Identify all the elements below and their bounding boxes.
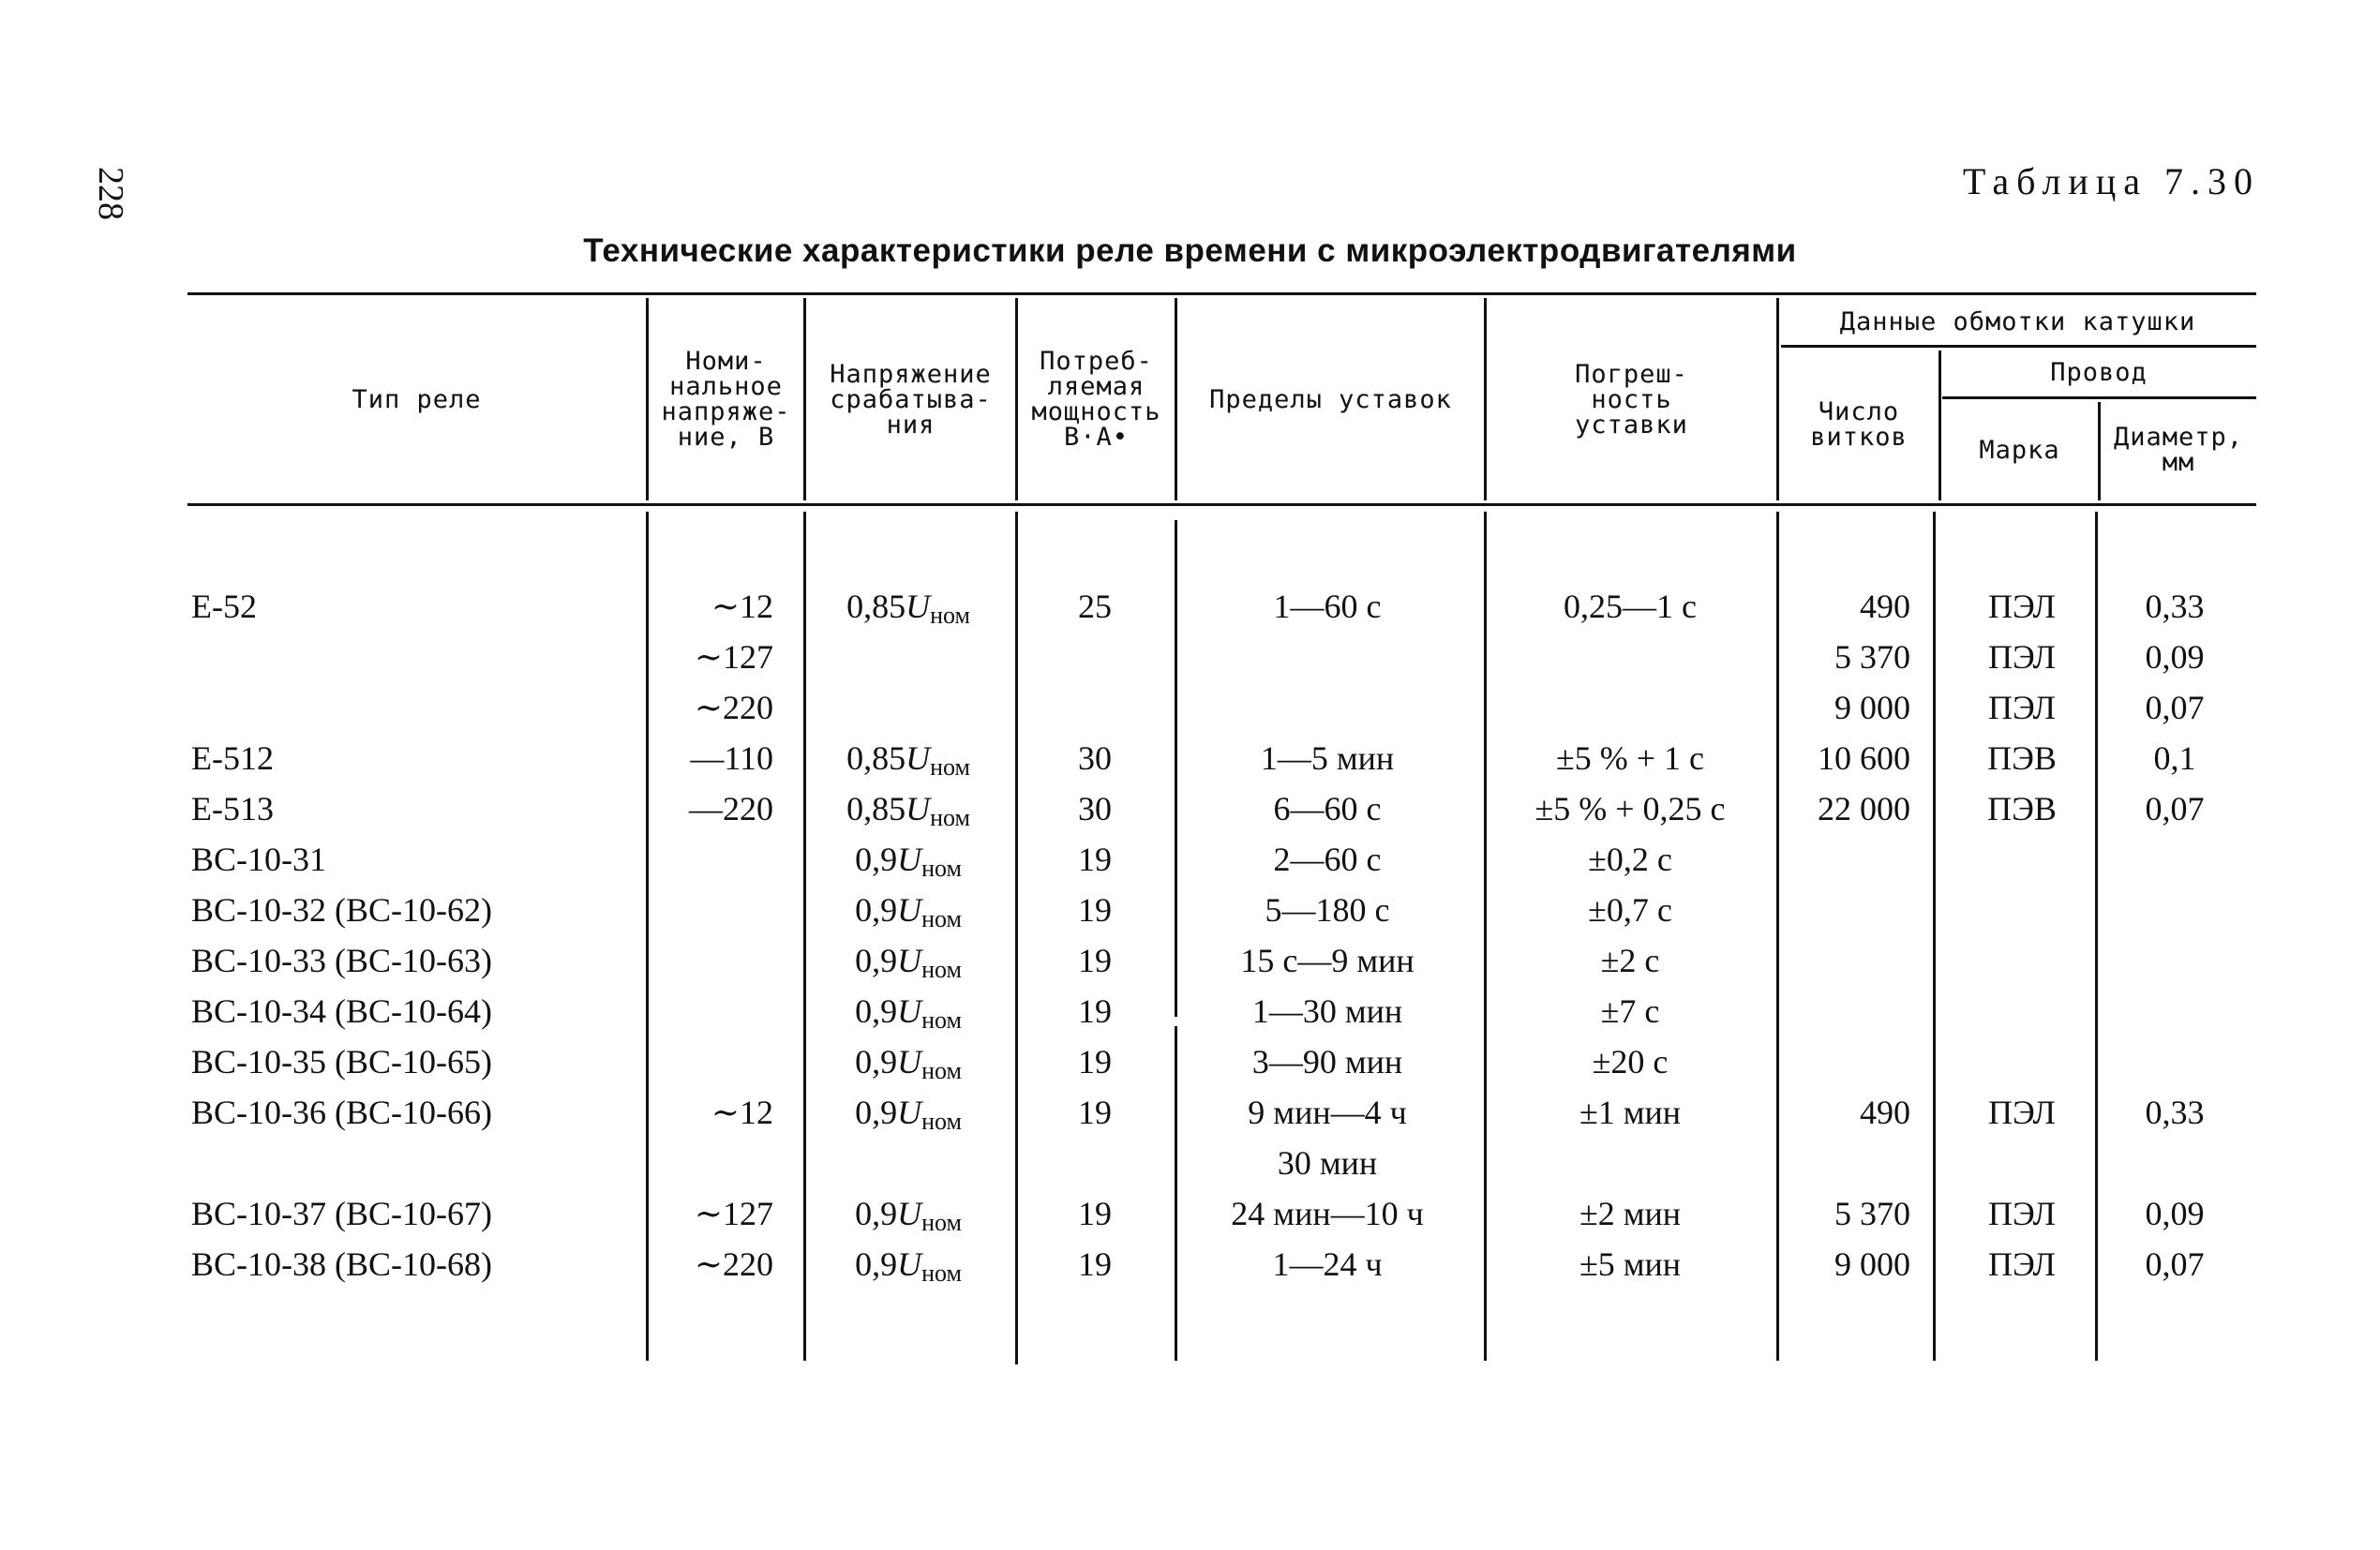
wire-diameter: 0,07	[2145, 689, 2205, 726]
trip-variable: U	[897, 891, 922, 929]
trip-voltage	[804, 785, 1012, 832]
relay-type: ВС-10-34 (ВС-10-64)	[191, 992, 492, 1030]
table-row	[0, 937, 2380, 984]
trip-variable: U	[906, 588, 931, 625]
trip-voltage	[804, 1241, 1012, 1288]
table-row	[0, 785, 2380, 832]
setting-range: 1—24 ч	[1272, 1245, 1383, 1283]
coil-turns: 9 000	[1834, 689, 1910, 726]
relay-type: ВС-10-36 (ВС-10-66)	[191, 1094, 492, 1131]
relay-type: Е-52	[191, 588, 257, 625]
power-consumption: 19	[1078, 1245, 1112, 1283]
relay-type: ВС-10-35 (ВС-10-65)	[191, 1043, 492, 1081]
table-label: Таблица 7.30	[1962, 160, 2260, 202]
power-consumption: 19	[1078, 1094, 1112, 1131]
relay-type: Е-512	[191, 739, 274, 777]
nominal-voltage	[647, 988, 773, 1035]
nominal-voltage	[647, 836, 773, 883]
wire-mark: ПЭВ	[1987, 739, 2057, 777]
setting-error: ±2 мин	[1579, 1195, 1682, 1232]
wire-diameter	[2104, 836, 2245, 883]
trip-variable: U	[897, 1043, 922, 1081]
trip-subscript: ном	[921, 855, 962, 882]
wire-diameter: 0,07	[2145, 790, 2205, 827]
trip-subscript: ном	[930, 602, 970, 629]
header-setting-error: Погреш- ность уставки	[1575, 359, 1688, 440]
wire-mark: ПЭВ	[1987, 790, 2057, 827]
setting-error: ±5 мин	[1579, 1245, 1682, 1283]
trip-coefficient: 0,9	[855, 1094, 898, 1131]
trip-coefficient: 0,85	[846, 790, 906, 827]
nominal-voltage	[647, 1140, 773, 1186]
trip-voltage	[804, 1190, 1012, 1237]
wire-diameter: 0,09	[2145, 1195, 2205, 1232]
power-consumption	[1020, 1140, 1170, 1186]
trip-voltage	[804, 836, 1012, 883]
setting-range: 1—5 мин	[1260, 739, 1395, 777]
trip-coefficient: 0,9	[855, 1195, 898, 1232]
trip-subscript: ном	[921, 1108, 962, 1135]
trip-subscript: ном	[921, 1209, 962, 1236]
trip-voltage	[804, 735, 1012, 782]
trip-voltage	[804, 1140, 1012, 1186]
nominal-voltage: ∼220	[694, 689, 773, 726]
header-wire: Провод	[2050, 357, 2148, 387]
setting-error: 0,25—1 с	[1564, 588, 1697, 625]
trip-variable: U	[897, 942, 922, 979]
wire-diameter: 0,07	[2145, 1245, 2205, 1283]
wire-mark: ПЭЛ	[1988, 1245, 2056, 1283]
header-trip-voltage: Напряжение срабатыва- ния	[830, 359, 992, 440]
wire-diameter	[2104, 988, 2245, 1035]
table-row	[0, 988, 2380, 1035]
nominal-voltage	[647, 937, 773, 984]
wire-mark: ПЭЛ	[1988, 1195, 2056, 1232]
wire-mark	[1942, 887, 2102, 933]
table-row	[0, 633, 2380, 680]
trip-subscript: ном	[921, 1006, 962, 1034]
relay-type: ВС-10-31	[191, 841, 326, 878]
trip-subscript: ном	[921, 1057, 962, 1084]
coil-turns: 5 370	[1834, 638, 1910, 676]
nominal-voltage: ∼127	[694, 1195, 773, 1232]
nominal-voltage: ∼127	[694, 638, 773, 676]
nominal-voltage: —220	[689, 790, 773, 827]
wire-mark	[1942, 836, 2102, 883]
wire-diameter: 0,33	[2145, 588, 2205, 625]
nominal-voltage: —110	[690, 739, 773, 777]
header-power: Потреб- ляемая мощность В·А•	[1031, 347, 1161, 452]
setting-range: 2—60 с	[1273, 841, 1382, 878]
trip-variable: U	[897, 1094, 922, 1131]
wire-diameter	[2104, 937, 2245, 984]
wire-mark: ПЭЛ	[1988, 588, 2056, 625]
setting-error: ±2 с	[1600, 942, 1660, 979]
trip-subscript: ном	[921, 905, 962, 932]
wire-diameter: 0,33	[2145, 1094, 2205, 1131]
setting-error: ±7 с	[1600, 992, 1660, 1030]
power-consumption	[1020, 684, 1170, 731]
trip-voltage	[804, 887, 1012, 933]
trip-voltage	[804, 1038, 1012, 1085]
page-number: 228	[91, 167, 130, 220]
header-turns: Число витков	[1810, 396, 1908, 452]
coil-turns	[1779, 887, 1910, 933]
power-consumption: 19	[1078, 992, 1112, 1030]
trip-subscript: ном	[921, 1259, 962, 1287]
power-consumption: 19	[1078, 891, 1112, 929]
wire-diameter: 0,1	[2153, 739, 2196, 777]
power-consumption: 25	[1078, 588, 1112, 625]
header-wire-diameter: Диаметр, мм	[2113, 423, 2244, 477]
power-consumption: 19	[1078, 1195, 1112, 1232]
wire-mark	[1942, 1140, 2102, 1186]
trip-coefficient: 0,9	[855, 891, 898, 929]
relay-type: ВС-10-37 (ВС-10-67)	[191, 1195, 492, 1232]
setting-error: ±0,2 с	[1588, 841, 1672, 878]
relay-type: ВС-10-32 (ВС-10-62)	[191, 891, 492, 929]
setting-range: 9 мин—4 ч	[1248, 1094, 1407, 1131]
trip-subscript: ном	[930, 804, 970, 831]
relay-type: ВС-10-33 (ВС-10-63)	[191, 942, 492, 979]
coil-turns: 490	[1860, 1094, 1910, 1131]
coil-turns: 10 600	[1818, 739, 1910, 777]
wire-mark: ПЭЛ	[1988, 689, 2056, 726]
trip-variable: U	[897, 1245, 922, 1283]
setting-error: ±0,7 с	[1588, 891, 1672, 929]
setting-error	[1485, 684, 1775, 731]
setting-range: 1—60 с	[1273, 588, 1382, 625]
setting-error	[1485, 1140, 1775, 1186]
setting-range: 30 мин	[1277, 1144, 1378, 1182]
setting-range: 3—90 мин	[1251, 1043, 1403, 1081]
header-type: Тип реле	[352, 384, 482, 414]
relay-type: ВС-10-38 (ВС-10-68)	[191, 1245, 492, 1283]
trip-coefficient: 0,9	[855, 841, 898, 878]
coil-turns	[1779, 1140, 1910, 1186]
coil-turns	[1779, 1038, 1910, 1085]
power-consumption	[1020, 633, 1170, 680]
trip-variable: U	[897, 841, 922, 878]
coil-turns: 22 000	[1818, 790, 1910, 827]
coil-turns	[1779, 836, 1910, 883]
trip-coefficient: 0,9	[855, 942, 898, 979]
power-consumption: 30	[1078, 790, 1112, 827]
setting-error	[1485, 633, 1775, 680]
trip-voltage	[804, 633, 1012, 680]
coil-turns: 490	[1860, 588, 1910, 625]
header-coil-data: Данные обмотки катушки	[1839, 306, 2196, 336]
setting-error: ±1 мин	[1579, 1094, 1682, 1131]
header-nominal-voltage: Номи- нальное напряже- ние, В	[661, 347, 791, 452]
table-row	[0, 1140, 2380, 1186]
table-row	[0, 1241, 2380, 1288]
coil-turns: 5 370	[1834, 1195, 1910, 1232]
trip-variable: U	[897, 1195, 922, 1232]
wire-diameter	[2104, 1038, 2245, 1085]
setting-range: 6—60 с	[1273, 790, 1382, 827]
setting-range	[1177, 684, 1477, 731]
trip-variable: U	[906, 790, 931, 827]
trip-coefficient: 0,9	[855, 1043, 898, 1081]
power-consumption: 19	[1078, 1043, 1112, 1081]
coil-turns: 9 000	[1834, 1245, 1910, 1283]
relay-type: Е-513	[191, 790, 274, 827]
wire-diameter	[2104, 887, 2245, 933]
table-row	[0, 1038, 2380, 1085]
trip-voltage	[804, 583, 1012, 630]
power-consumption: 19	[1078, 942, 1112, 979]
header-wire-mark: Марка	[1979, 435, 2060, 465]
nominal-voltage: ∼12	[711, 588, 773, 625]
nominal-voltage: ∼12	[711, 1094, 773, 1131]
table-row	[0, 1190, 2380, 1237]
wire-mark	[1942, 1038, 2102, 1085]
table-row	[0, 583, 2380, 630]
table-row	[0, 1089, 2380, 1136]
setting-range: 1—30 мин	[1251, 992, 1403, 1030]
table-row	[0, 684, 2380, 731]
nominal-voltage: ∼220	[694, 1245, 773, 1283]
trip-coefficient: 0,85	[846, 588, 906, 625]
setting-range	[1177, 633, 1477, 680]
coil-turns	[1779, 988, 1910, 1035]
trip-voltage	[804, 937, 1012, 984]
trip-voltage	[804, 684, 1012, 731]
trip-voltage	[804, 1089, 1012, 1136]
wire-mark: ПЭЛ	[1988, 1094, 2056, 1131]
table-row	[0, 836, 2380, 883]
nominal-voltage	[647, 1038, 773, 1085]
table-row	[0, 887, 2380, 933]
wire-mark	[1942, 937, 2102, 984]
wire-mark	[1942, 988, 2102, 1035]
coil-turns	[1779, 937, 1910, 984]
wire-mark: ПЭЛ	[1988, 638, 2056, 676]
header-setting-range: Пределы уставок	[1209, 384, 1452, 414]
wire-diameter	[2104, 1140, 2245, 1186]
setting-range: 5—180 с	[1265, 891, 1390, 929]
trip-variable: U	[897, 992, 922, 1030]
trip-coefficient: 0,85	[846, 739, 906, 777]
setting-error: ±20 с	[1592, 1043, 1669, 1081]
power-consumption: 30	[1078, 739, 1112, 777]
trip-subscript: ном	[930, 753, 970, 781]
header-bottom-rule	[187, 503, 2256, 506]
wire-diameter: 0,09	[2145, 638, 2205, 676]
setting-range: 24 мин—10 ч	[1231, 1195, 1424, 1232]
trip-voltage	[804, 988, 1012, 1035]
power-consumption: 19	[1078, 841, 1112, 878]
setting-error: ±5 % + 0,25 с	[1534, 790, 1726, 827]
table-title: Технические характеристики реле времени с микроэлектродвигателями	[583, 232, 1797, 269]
nominal-voltage	[647, 887, 773, 933]
setting-error: ±5 % + 1 с	[1555, 739, 1705, 777]
trip-subscript: ном	[921, 956, 962, 983]
trip-coefficient: 0,9	[855, 992, 898, 1030]
table-row	[0, 735, 2380, 782]
table-top-rule	[187, 292, 2256, 295]
setting-range: 15 с—9 мин	[1240, 942, 1415, 979]
trip-variable: U	[906, 739, 931, 777]
trip-coefficient: 0,9	[855, 1245, 898, 1283]
